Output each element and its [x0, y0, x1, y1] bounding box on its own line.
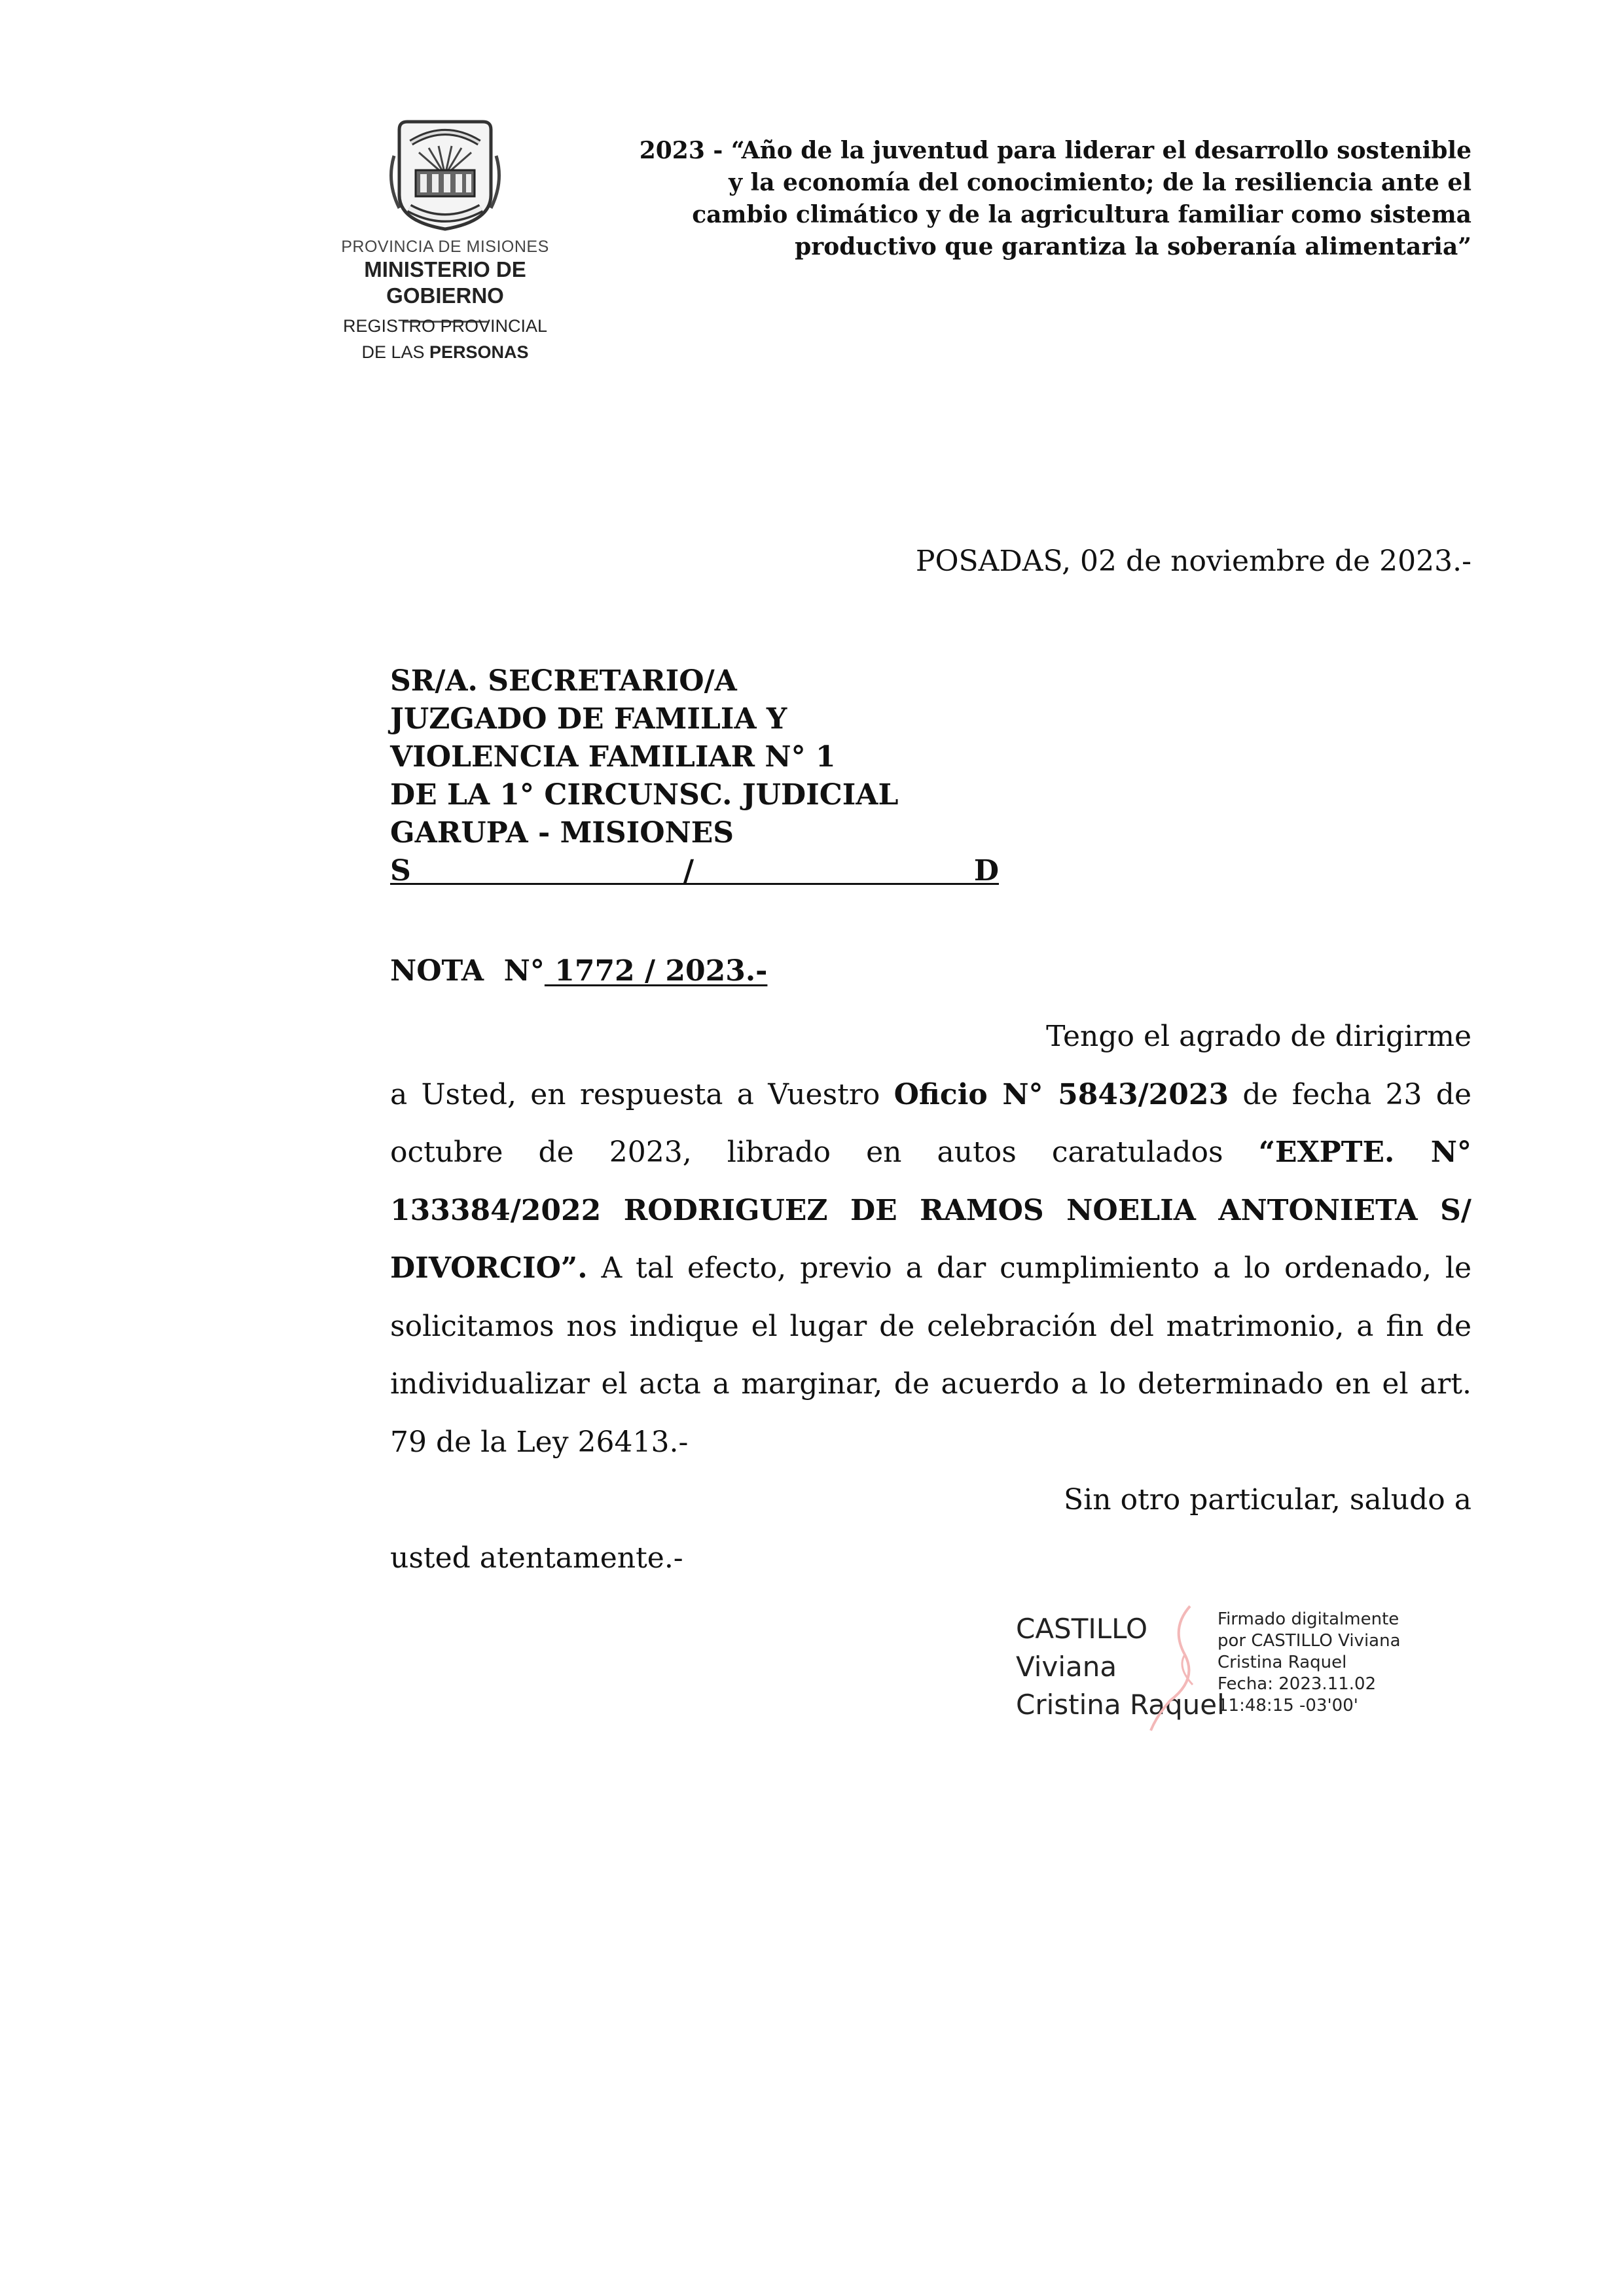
- signature-detail-line: Cristina Raquel: [1218, 1653, 1347, 1672]
- body-text-segment: de fecha 23 de octubre de 2023, librado en autos caratulados: [390, 1077, 1471, 1169]
- sd-d: D: [973, 854, 999, 888]
- signature-detail-line: 11:48:15 -03'00': [1218, 1696, 1358, 1715]
- signer-name-line: CASTILLO: [1016, 1613, 1148, 1645]
- addressee-line: JUZGADO DE FAMILIA Y: [390, 702, 787, 736]
- motto-line: 2023 - “Año de la juventud para liderar el desarrollo sostenible: [639, 137, 1471, 164]
- addressee-block: [390, 662, 1005, 890]
- ministry-block: [308, 237, 583, 323]
- signature-detail-line: Firmado digitalmente: [1218, 1609, 1399, 1629]
- province-name: PROVINCIA DE MISIONES: [341, 238, 549, 256]
- signer-name-line: Viviana: [1016, 1651, 1117, 1683]
- sd-s: S: [390, 854, 411, 888]
- body-paragraph-1: [390, 1066, 1471, 1472]
- digital-signature-mark-icon: [1144, 1602, 1216, 1733]
- signature-detail-line: Fecha: 2023.11.02: [1218, 1674, 1377, 1694]
- addressee-line: SR/A. SECRETARIO/A: [390, 664, 737, 698]
- date-line: POSADAS, 02 de noviembre de 2023.-: [915, 545, 1471, 578]
- addressee-line: DE LA 1° CIRCUNSC. JUDICIAL: [390, 778, 899, 812]
- registry-line-2: [327, 339, 563, 365]
- body-text-segment: a Usted, en respuesta a Vuestro: [390, 1077, 894, 1111]
- su-despacho-line: [390, 852, 999, 890]
- body-paragraph-2: usted atentamente.-: [390, 1541, 683, 1575]
- digital-signature-details: [1218, 1609, 1401, 1717]
- oficio-reference: Oficio N° 5843/2023: [893, 1077, 1229, 1111]
- addressee-line: VIOLENCIA FAMILIAR N° 1: [390, 740, 836, 774]
- body-text-segment: A tal efecto, previo a dar cumplimiento a lo ordenado, le solicitamos nos indique el lugar de celebración del matrimonio, a fin de individualizar el acta a marginar, de acuerdo a lo determinado en el art. 79 de la Ley 26413.-: [390, 1251, 1471, 1459]
- sd-slash: /: [683, 854, 695, 888]
- registry-name: [327, 313, 563, 365]
- provincial-seal-icon: [380, 117, 511, 234]
- signature-detail-line: por CASTILLO Viviana: [1218, 1631, 1401, 1651]
- registry-line-2-prefix: DE LAS: [361, 342, 429, 362]
- motto-line: y la economía del conocimiento; de la resiliencia ante el: [729, 169, 1471, 196]
- case-reference: “EXPTE. N° 133384/2022 RODRIGUEZ DE RAMOS NOELIA ANTONIETA S/ DIVORCIO”.: [390, 1136, 1471, 1285]
- note-label: NOTA N°: [390, 954, 545, 988]
- body-paragraph-2-opening: Sin otro particular, saludo a: [1064, 1483, 1471, 1516]
- registry-line-2-bold: PERSONAS: [429, 342, 529, 362]
- ministry-name: MINISTERIO DE GOBIERNO: [364, 257, 526, 308]
- body-paragraph-1-opening: Tengo el agrado de dirigirme: [1046, 1020, 1471, 1053]
- note-number-line: [390, 952, 767, 990]
- year-motto: [543, 135, 1471, 263]
- motto-line: productivo que garantiza la soberanía alimentaria”: [795, 233, 1471, 260]
- addressee-line: GARUPA - MISIONES: [390, 816, 734, 850]
- note-number: 1772 / 2023.-: [544, 954, 768, 988]
- motto-line: cambio climático y de la agricultura familiar como sistema: [692, 201, 1471, 228]
- letter-body: [390, 1008, 1471, 1587]
- signer-name-line: Cristina Raquel: [1016, 1689, 1225, 1721]
- registry-line-1: REGISTRO PROVINCIAL: [342, 316, 548, 336]
